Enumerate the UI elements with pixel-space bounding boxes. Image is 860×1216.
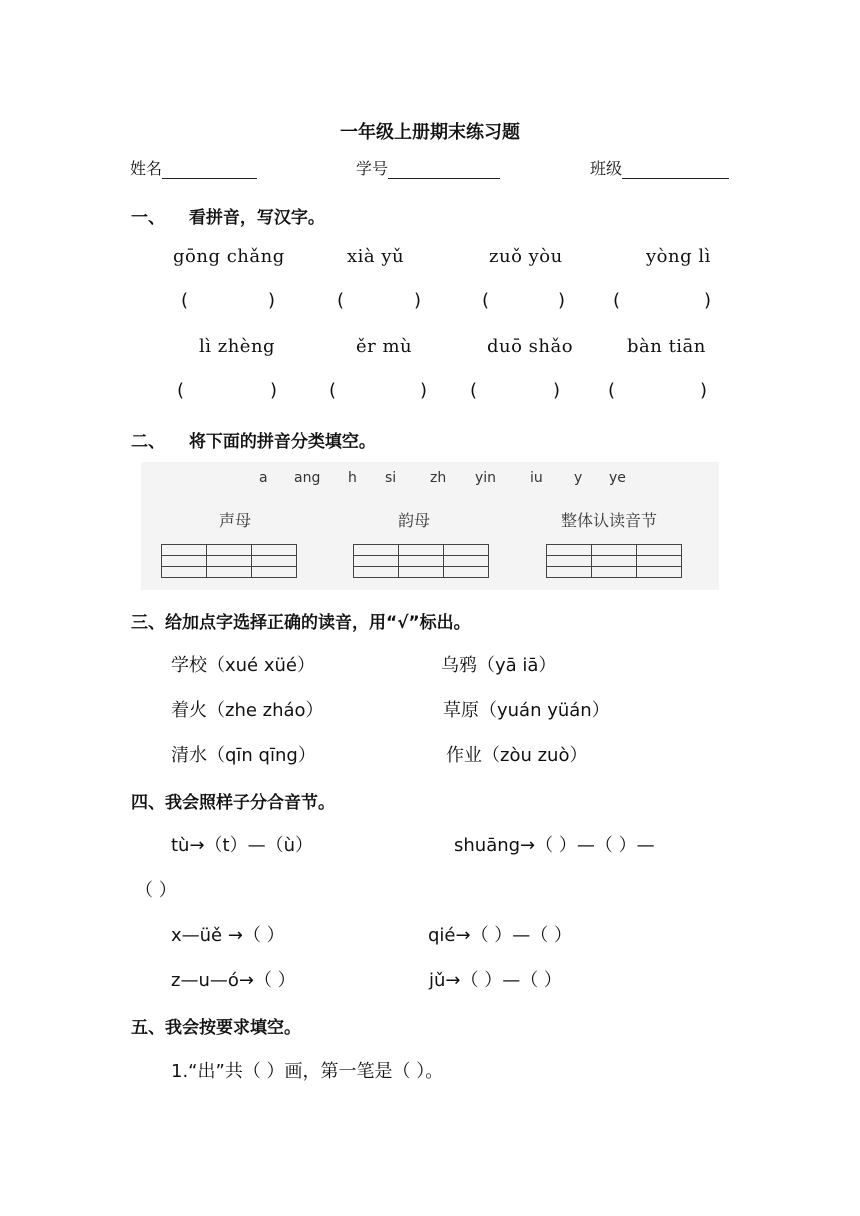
- section-5-heading: 五、我会按要求填空。: [131, 1018, 301, 1038]
- syllable-example: tù→（t）—（ù）: [171, 835, 314, 856]
- pinyin-letter: ang: [294, 470, 321, 486]
- answer-paren-close: ): [414, 290, 422, 311]
- initials-answer-grid[interactable]: [161, 544, 297, 578]
- syllable-exercise-ju[interactable]: jǔ→（ ）—（ ）: [429, 970, 562, 991]
- class-label: 班级: [590, 159, 623, 178]
- reading-choice-item[interactable]: 着火（zhe zháo）: [171, 700, 324, 721]
- syllable-exercise-zuo[interactable]: z—u—ó→（ ）: [171, 970, 296, 991]
- pinyin-letter: h: [348, 470, 357, 486]
- number-field[interactable]: [356, 156, 500, 179]
- answer-paren-close: ): [553, 380, 561, 401]
- pinyin-letter: a: [259, 470, 268, 486]
- pinyin-letter: iu: [530, 470, 543, 486]
- answer-paren-open: (: [181, 290, 189, 311]
- section-2-number: 二、: [131, 432, 165, 452]
- pinyin-item: yòng lì: [646, 246, 711, 267]
- class-field[interactable]: [590, 156, 729, 179]
- answer-paren-open: (: [337, 290, 345, 311]
- reading-choice-item[interactable]: 乌鸦（yā iā）: [441, 655, 557, 676]
- name-blank[interactable]: [162, 162, 257, 179]
- answer-paren-open: (: [613, 290, 621, 311]
- section-4-heading: 四、我会照样子分合音节。: [131, 793, 335, 813]
- answer-paren-close: ): [704, 290, 712, 311]
- answer-paren-close: ): [420, 380, 428, 401]
- reading-choice-item[interactable]: 学校（xué xüé）: [171, 655, 315, 676]
- pinyin-letter: yin: [475, 470, 497, 486]
- answer-paren-open: (: [329, 380, 337, 401]
- section-2-text: 将下面的拼音分类填空。: [188, 432, 376, 452]
- pinyin-item: zuǒ yòu: [489, 246, 563, 267]
- pinyin-item: ěr mù: [356, 336, 413, 357]
- finals-answer-grid[interactable]: [353, 544, 489, 578]
- section-1-heading: [131, 203, 325, 228]
- number-blank[interactable]: [388, 162, 500, 179]
- section-1-text: 看拼音，写汉字。: [188, 208, 325, 228]
- page-title: 一年级上册期末练习题: [340, 122, 520, 143]
- section-1-number: 一、: [131, 208, 165, 228]
- answer-paren-open: (: [470, 380, 478, 401]
- syllable-exercise-shuang-continued[interactable]: （ ）: [135, 880, 177, 901]
- pinyin-letter: ye: [609, 470, 626, 486]
- answer-paren-close: ): [270, 380, 278, 401]
- answer-paren-open: (: [177, 380, 185, 401]
- whole-syllables-answer-grid[interactable]: [546, 544, 682, 578]
- pinyin-item: gōng chǎng: [173, 246, 285, 267]
- pinyin-letter: y: [574, 470, 583, 486]
- class-blank[interactable]: [622, 162, 729, 179]
- reading-choice-item[interactable]: 作业（zòu zuò）: [446, 745, 588, 766]
- reading-choice-item[interactable]: 清水（qīn qīng）: [171, 745, 316, 766]
- pinyin-item: xià yǔ: [347, 246, 405, 267]
- category-label-whole-syllables: 整体认读音节: [561, 511, 658, 530]
- pinyin-item: duō shǎo: [487, 336, 574, 357]
- answer-paren-open: (: [482, 290, 490, 311]
- pinyin-item: bàn tiān: [627, 336, 706, 357]
- number-label: 学号: [356, 159, 389, 178]
- pinyin-item: lì zhèng: [199, 336, 276, 357]
- reading-choice-item[interactable]: 草原（yuán yüán）: [443, 700, 610, 721]
- syllable-exercise-xue[interactable]: x—üě →（ ）: [171, 925, 285, 946]
- pinyin-sort-figure: [141, 462, 719, 590]
- name-label: 姓名: [130, 159, 163, 178]
- category-label-initials: 声母: [219, 511, 252, 530]
- section-2-heading: [131, 427, 376, 452]
- section-3-heading: 三、给加点字选择正确的读音，用“√”标出。: [131, 613, 471, 633]
- pinyin-letter: zh: [430, 470, 447, 486]
- category-label-finals: 韵母: [398, 511, 431, 530]
- syllable-exercise-shuang[interactable]: shuāng→（ ）—（ ）—: [454, 835, 655, 856]
- answer-paren-close: ): [558, 290, 566, 311]
- answer-paren-close: ): [268, 290, 276, 311]
- name-field[interactable]: [130, 156, 257, 179]
- answer-paren-open: (: [608, 380, 616, 401]
- syllable-exercise-qie[interactable]: qié→（ ）—（ ）: [428, 925, 573, 946]
- answer-paren-close: ): [700, 380, 708, 401]
- pinyin-letter: si: [385, 470, 397, 486]
- stroke-question-1[interactable]: 1.“出”共（ ）画，第一笔是（ ）。: [171, 1061, 444, 1082]
